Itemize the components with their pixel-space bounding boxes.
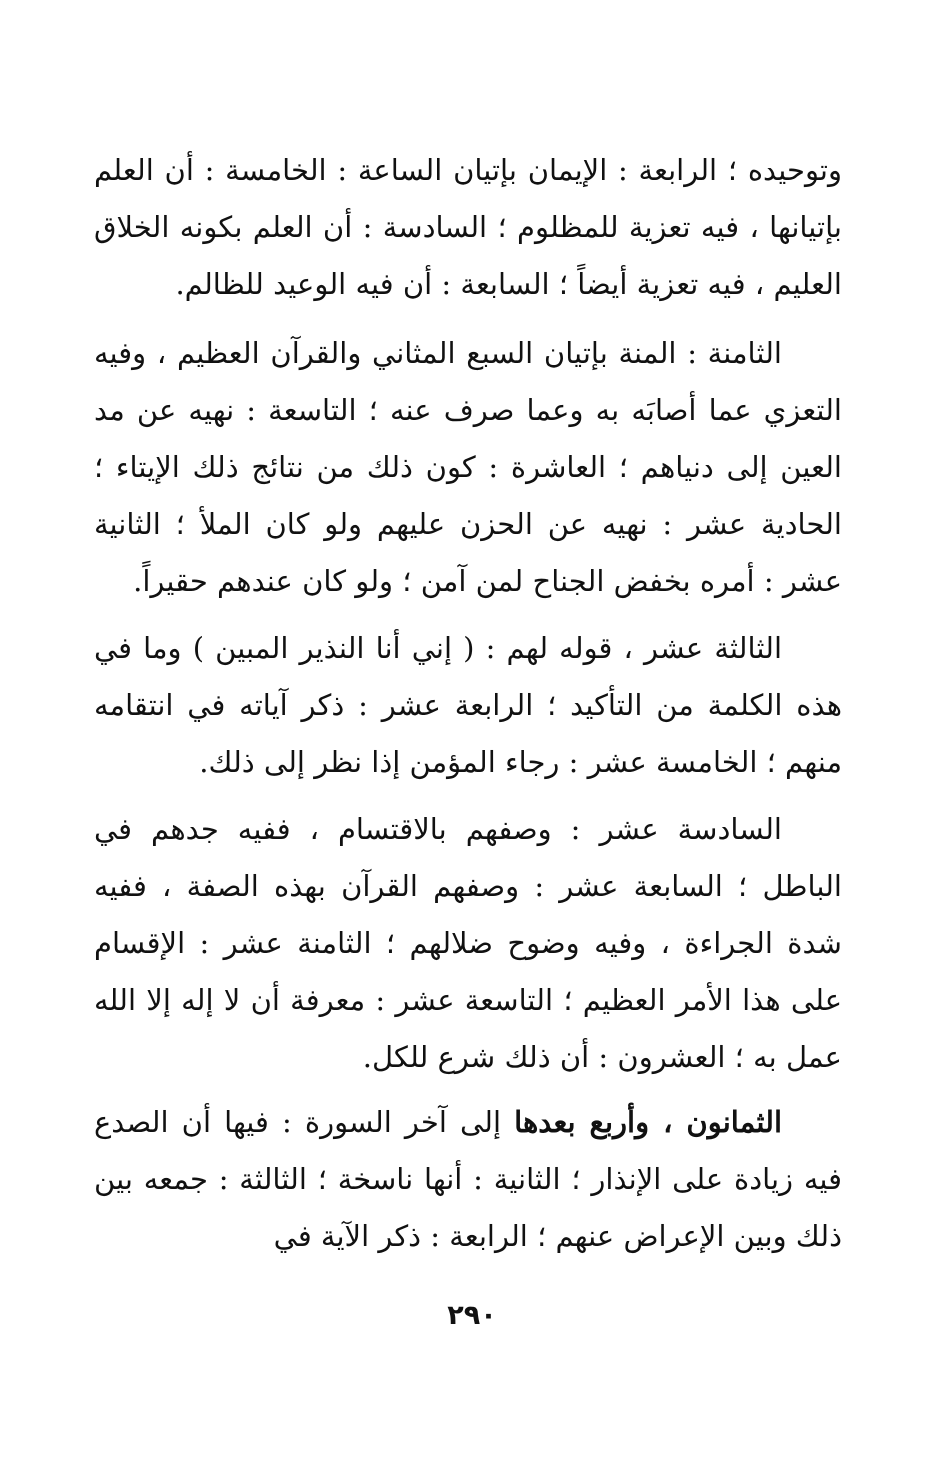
paragraph-2: الثامنة : المنة بإتيان السبع المثاني والقرآن العظيم ، وفيه التعزي عما أصابَه به وعما صرف عنه ؛ التاسعة : نهيه عن مد العين إلى دنياهم ؛ العاشرة : كون ذلك من نتائج ذلك الإيتاء ؛ الحادية عشر : نهيه عن الحزن عليهم ولو كان الملأ ؛ الثانية عشر : أمره بخفض الجناح لمن آمن ؛ ولو كان عندهم حقيراً. <box>94 336 842 598</box>
paragraph-5-text: إلى آخر السورة : فيها أن الصدع فيه زيادة على الإنذار ؛ الثانية : أنها ناسخة ؛ الثالثة : جمعه بين ذلك وبين الإعراض عنهم ؛ الرابعة : ذكر الآية في <box>94 1105 842 1253</box>
page-body <box>94 142 842 1265</box>
section-heading: الثمانون ، وأربع بعدها <box>514 1105 783 1139</box>
page-number: ٢٩٠ <box>447 1300 497 1331</box>
paragraph-4: السادسة عشر : وصفهم بالاقتسام ، ففيه جدهم في الباطل ؛ السابعة عشر : وصفهم القرآن بهذه الصفة ، ففيه شدة الجراءة ، وفيه وضوح ضلالهم ؛ الثامنة عشر : الإقسام على هذا الأمر العظيم ؛ التاسعة عشر : معرفة أن لا إله إلا الله عمل به ؛ العشرون : أن ذلك شرع للكل. <box>94 812 842 1074</box>
paragraph-3: الثالثة عشر ، قوله لهم : ( إني أنا النذير المبين ) وما في هذه الكلمة من التأكيد ؛ الرابعة عشر : ذكر آياته في انتقامه منهم ؛ الخامسة عشر : رجاء المؤمن إذا نظر إلى ذلك. <box>94 631 842 779</box>
paragraph-1: وتوحيده ؛ الرابعة : الإيمان بإتيان الساعة : الخامسة : أن العلم بإتيانها ، فيه تعزية للمظلوم ؛ السادسة : أن العلم بكونه الخلاق العليم ، فيه تعزية أيضاً ؛ السابعة : أن فيه الوعيد للظالم. <box>94 153 842 301</box>
paragraph-5 <box>94 1094 842 1265</box>
